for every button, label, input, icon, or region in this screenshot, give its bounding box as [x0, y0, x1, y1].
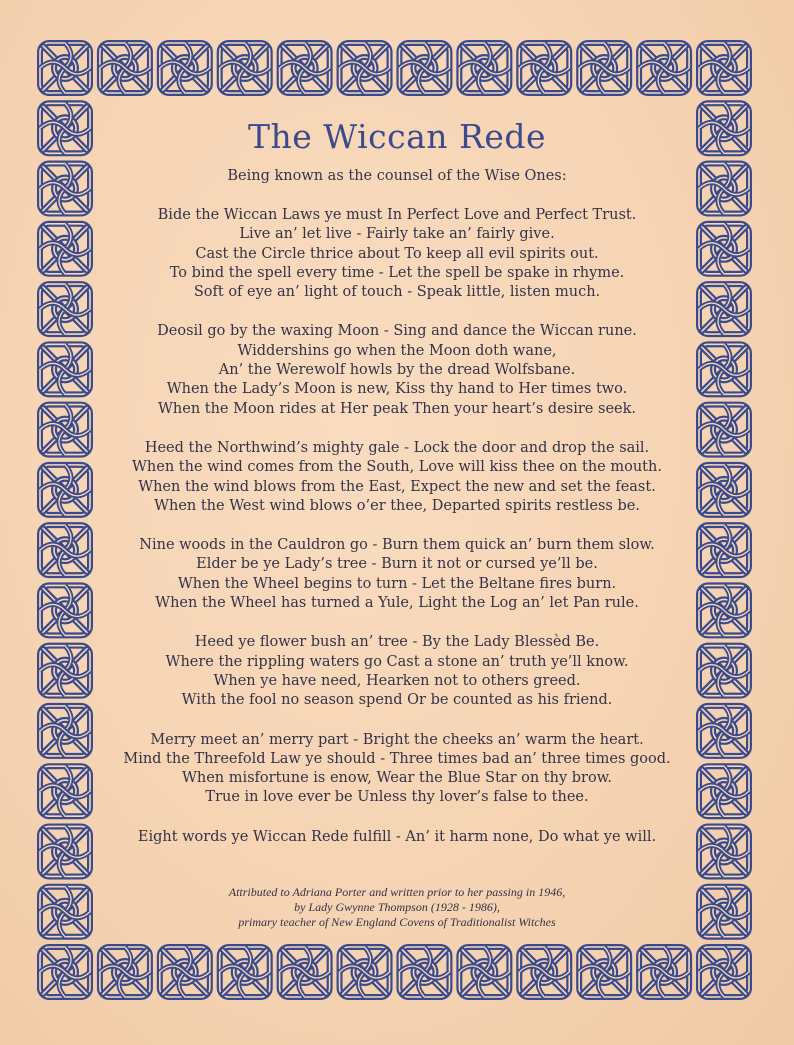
celtic-knot-icon	[40, 826, 90, 876]
celtic-knot-icon	[699, 164, 749, 214]
celtic-knot-icon	[40, 344, 90, 394]
celtic-knot-icon	[40, 887, 90, 937]
verse-line: Soft of eye an’ light of touch - Speak little, listen much.	[193, 284, 601, 301]
verse-line: Merry meet an’ merry part - Bright the cheeks an’ warm the heart.	[150, 731, 644, 748]
celtic-knot-icon	[639, 43, 689, 93]
verse-line: Bide the Wiccan Laws ye must In Perfect Love and Perfect Trust.	[157, 207, 637, 223]
celtic-knot-icon	[699, 646, 749, 696]
celtic-knot-icon	[40, 646, 90, 696]
celtic-knot-icon	[340, 43, 390, 93]
rede-text-block	[100, 108, 694, 930]
celtic-knot-icon	[459, 43, 509, 93]
celtic-knot-icon	[40, 103, 90, 153]
stanza-7	[100, 828, 694, 847]
verse-line: When ye have need, Hearken not to others greed.	[213, 672, 581, 689]
celtic-knot-icon	[280, 947, 330, 997]
celtic-knot-icon	[40, 284, 90, 334]
attribution-line: primary teacher of New England Covens of Traditionalist Witches	[238, 915, 556, 930]
verse-line: Elder be ye Lady’s tree - Burn it not or cursed ye’ll be.	[196, 556, 598, 573]
celtic-knot-icon	[100, 43, 150, 93]
verse-line: When the Wheel begins to turn - Let the Beltane fires burn.	[177, 575, 617, 592]
verse-line: Deosil go by the waxing Moon - Sing and dance the Wiccan rune.	[157, 323, 637, 340]
celtic-knot-icon	[399, 947, 449, 997]
celtic-knot-icon	[579, 947, 629, 997]
celtic-knot-icon	[699, 405, 749, 455]
attribution-line: by Lady Gwynne Thompson (1928 - 1986),	[294, 900, 500, 915]
stanza-6	[100, 731, 694, 808]
celtic-knot-icon	[399, 43, 449, 93]
verse-line: Heed the Northwind’s mighty gale - Lock the door and drop the sail.	[144, 439, 650, 456]
celtic-knot-icon	[160, 43, 210, 93]
celtic-knot-icon	[220, 43, 270, 93]
verse-line: When the wind blows from the East, Expect the new and set the feast.	[138, 478, 656, 495]
celtic-knot-icon	[579, 43, 629, 93]
celtic-knot-icon	[699, 224, 749, 274]
celtic-knot-icon	[699, 465, 749, 515]
celtic-knot-icon	[699, 344, 749, 394]
attribution-line: Attributed to Adriana Porter and written prior to her passing in 1946,	[228, 885, 566, 900]
verse-line: With the fool no season spend Or be counted as his friend.	[181, 692, 613, 709]
verse-line: Widdershins go when the Moon doth wane,	[237, 342, 557, 359]
celtic-knot-icon	[519, 43, 569, 93]
celtic-knot-icon	[699, 887, 749, 937]
verse-line: True in love ever be Unless thy lover’s false to thee.	[205, 789, 589, 806]
verse-line: Eight words ye Wiccan Rede fulfill - An’ it harm none, Do what ye will.	[137, 828, 657, 845]
stanza-2	[100, 322, 694, 418]
celtic-knot-icon	[280, 43, 330, 93]
celtic-knot-icon	[459, 947, 509, 997]
stanza-1	[100, 206, 694, 302]
verse-line: Heed ye flower bush an’ tree - By the Lady Blessèd Be.	[194, 634, 600, 651]
celtic-knot-icon	[699, 284, 749, 334]
celtic-knot-icon	[699, 585, 749, 635]
verse-line: When the wind comes from the South, Love will kiss thee on the mouth.	[132, 459, 662, 476]
verse-line: When the Lady’s Moon is new, Kiss thy hand to Her times two.	[166, 381, 628, 398]
celtic-knot-icon	[40, 43, 90, 93]
celtic-knot-icon	[40, 706, 90, 756]
celtic-knot-icon	[220, 947, 270, 997]
page-subtitle: Being known as the counsel of the Wise Ones:	[227, 168, 567, 184]
verse-line: Nine woods in the Cauldron go - Burn them quick an’ burn them slow.	[139, 537, 655, 554]
verse-line: Mind the Threefold Law ye should - Three times bad an’ three times good.	[123, 750, 671, 767]
page-title: The Wiccan Rede	[247, 117, 547, 156]
celtic-knot-icon	[40, 405, 90, 455]
celtic-knot-icon	[40, 947, 90, 997]
verse-line: To bind the spell every time - Let the spell be spake in rhyme.	[169, 264, 625, 281]
celtic-knot-icon	[699, 43, 749, 93]
verse-line: Cast the Circle thrice about To keep all evil spirits out.	[195, 245, 599, 262]
celtic-knot-icon	[160, 947, 210, 997]
celtic-knot-icon	[40, 164, 90, 214]
celtic-knot-icon	[40, 585, 90, 635]
celtic-knot-icon	[100, 947, 150, 997]
celtic-knot-icon	[40, 525, 90, 575]
celtic-knot-icon	[699, 103, 749, 153]
celtic-knot-icon	[699, 947, 749, 997]
stanza-3	[100, 439, 694, 516]
verse-line: An’ the Werewolf howls by the dread Wolfsbane.	[218, 362, 576, 379]
celtic-knot-icon	[699, 706, 749, 756]
celtic-knot-icon	[40, 766, 90, 816]
attribution	[100, 885, 694, 930]
celtic-knot-icon	[340, 947, 390, 997]
verse-line: Where the rippling waters go Cast a stone an’ truth ye’ll know.	[165, 653, 629, 670]
stanza-4	[100, 536, 694, 613]
celtic-knot-icon	[519, 947, 569, 997]
verse-line: When misfortune is enow, Wear the Blue Star on thy brow.	[181, 770, 613, 787]
verse-line: Live an’ let live - Fairly take an’ fairly give.	[239, 226, 555, 243]
celtic-knot-icon	[699, 525, 749, 575]
celtic-knot-icon	[699, 826, 749, 876]
verse-line: When the Moon rides at Her peak Then your heart’s desire seek.	[158, 400, 636, 417]
verse-line: When the West wind blows o’er thee, Departed spirits restless be.	[154, 497, 640, 514]
celtic-knot-icon	[699, 766, 749, 816]
celtic-knot-icon	[40, 224, 90, 274]
verse-line: When the Wheel has turned a Yule, Light the Log an’ let Pan rule.	[155, 595, 639, 612]
celtic-knot-icon	[40, 465, 90, 515]
stanza-5	[100, 633, 694, 710]
celtic-knot-icon	[639, 947, 689, 997]
